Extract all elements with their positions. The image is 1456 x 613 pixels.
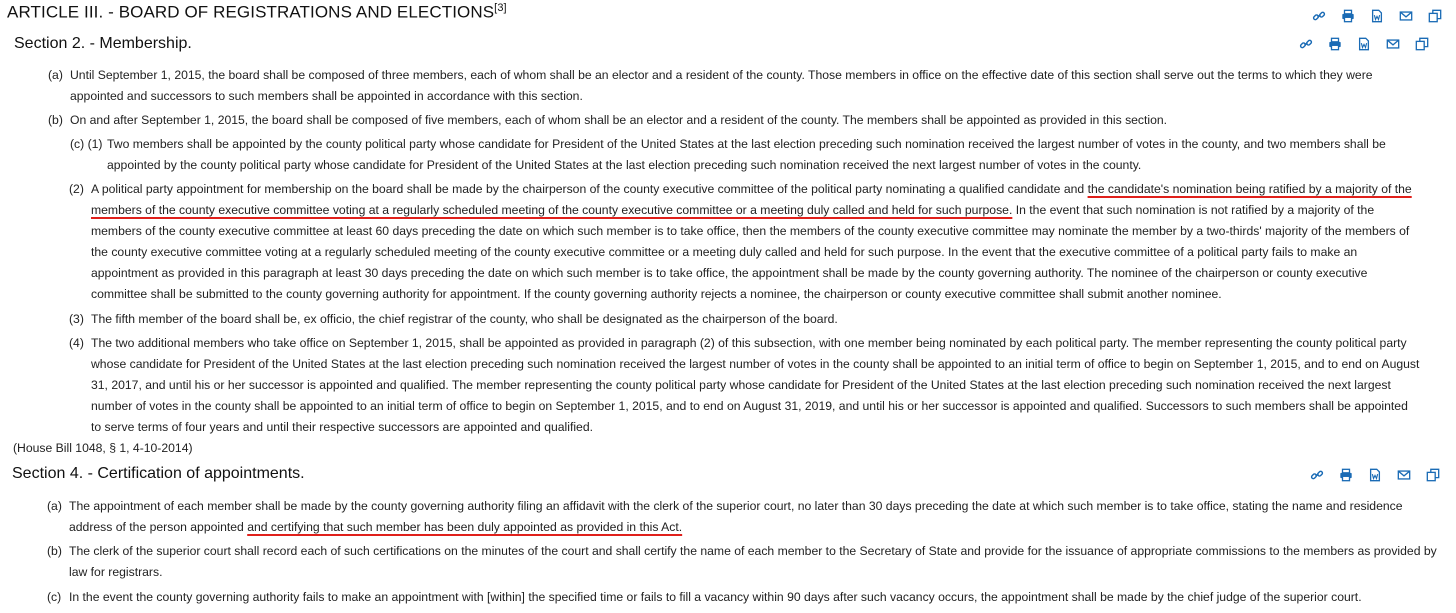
para-label: (b) <box>47 544 62 558</box>
print-icon[interactable] <box>1338 467 1353 482</box>
section-4-para-b <box>47 541 1441 583</box>
word-doc-icon[interactable] <box>1356 36 1371 51</box>
section-2-history-note: (House Bill 1048, § 1, 4-10-2014) <box>13 441 193 455</box>
para-text <box>91 179 1421 305</box>
para-label: (c) <box>47 590 62 604</box>
section-2-para-c4 <box>69 333 1421 438</box>
article-title <box>7 2 507 23</box>
footnote-link[interactable]: [3] <box>494 2 507 14</box>
section-2-toolbar <box>1298 36 1429 51</box>
link-icon[interactable] <box>1298 36 1313 51</box>
print-icon[interactable] <box>1327 36 1342 51</box>
para-text: The clerk of the superior court shall record each of such certifications on the minutes of the court and shall certify the name of each member to the Secretary of State and provide for the issuance of appropriate commissions to the members as provided by law for registrars. <box>69 544 1437 579</box>
para-text: Two members shall be appointed by the county political party whose candidate for President of the United States at the last election preceding such nomination received the largest number of votes in the county, and two members shall be appointed by the county political party whose candidate for President of the United States at the last election preceding such nomination received the next largest number of votes in the county. <box>107 137 1386 172</box>
section-2-para-c3 <box>69 309 1421 330</box>
section-4-para-a <box>47 496 1441 538</box>
para-label: (3) <box>69 312 84 326</box>
word-doc-icon[interactable] <box>1367 467 1382 482</box>
section-4-title: Section 4. - Certification of appointments. <box>12 465 305 482</box>
para-text-underlined: and certifying that such member has been duly appointed as provided in this Act. <box>247 520 683 534</box>
para-text-underlined: the candidate's nomination being ratified by a majority of the members of the county executive committee voting at a regularly scheduled meeting of the county executive committee or a meeting duly called and held for such purpose. <box>91 182 1412 217</box>
para-label: (b) <box>48 113 63 127</box>
link-icon[interactable] <box>1309 467 1324 482</box>
email-icon[interactable] <box>1385 36 1400 51</box>
article-toolbar <box>1311 8 1442 23</box>
para-text-plain: In the event that such nomination is not ratified by a majority of the members of the county executive committee at least 60 days preceding the date on which such member is to take office, then the members of the county executive committee may nominate the member by a two-thirds' majority of the members of the county executive committee voting at a regularly scheduled meeting of the county executive committee or a meeting duly called and held for such purpose. In the event that the executive committee of a political party fails to make an appointment as provided in this paragraph at least 30 days preceding the date on which such member is to take office, the appointment shall be made by the county governing authority. The nominee of the chairperson or county executive committee shall be submitted to the county governing authority for appointment. If the county governing authority rejects a nominee, the chairperson or county executive committee shall submit another nominee. <box>91 203 1410 301</box>
section-4-para-c <box>47 587 1441 608</box>
copy-icon[interactable] <box>1425 467 1440 482</box>
para-label: (a) <box>47 499 62 513</box>
para-text: Until September 1, 2015, the board shall be composed of three members, each of whom shall be an elector and a resident of the county. Those members in office on the effective date of this section shall serve out the terms to which they were appointed and successors to such members shall be appointed in accordance with this section. <box>70 68 1373 103</box>
article-title-text: ARTICLE III. - BOARD OF REGISTRATIONS AND ELECTIONS <box>7 2 495 22</box>
para-label: (c) (1) <box>70 137 103 151</box>
section-2-title: Section 2. - Membership. <box>14 35 192 52</box>
para-text: The two additional members who take office on September 1, 2015, shall be appointed as provided in paragraph (2) of this subsection, with one member being nominated by each political party. The member representing the county political party whose candidate for President of the United States at the last election preceding such nomination received the largest number of votes in the county shall be appointed to an initial term of office to begin on September 1, 2015, and to end on August 31, 2017, and until his or her successor is appointed and qualified. The member representing the county political party whose candidate for President of the United States at the last election preceding such nomination received the next largest number of votes in the county shall be appointed to an initial term of office to begin on September 1, 2015, and to end on August 31, 2019, and until his or her successor is appointed and qualified. Successors to such members shall be appointed to serve terms of four years and until their respective successors are appointed and qualified. <box>91 336 1420 434</box>
para-text <box>69 496 1441 538</box>
para-text-plain: The appointment of each member shall be made by the county governing authority filing an affidavit with the clerk of the superior court, no later than 30 days preceding the date at which such member is to take office, stating the name and residence address of the person appointed <box>69 499 1403 534</box>
para-text: In the event the county governing authority fails to make an appointment with [within] the specified time or fails to fill a vacancy within 90 days after such vacancy occurs, the appointment shall be made by the chief judge of the superior court. <box>69 590 1362 604</box>
section-2-para-a <box>48 65 1415 107</box>
section-4-toolbar <box>1309 467 1440 482</box>
para-text: The fifth member of the board shall be, ex officio, the chief registrar of the county, who shall be designated as the chairperson of the board. <box>91 312 838 326</box>
section-2-para-c1 <box>70 134 1397 176</box>
section-2-para-b <box>48 110 1415 131</box>
para-label: (4) <box>69 336 84 350</box>
para-text: On and after September 1, 2015, the board shall be composed of five members, each of whom shall be an elector and a resident of the county. The members shall be appointed as provided in this section. <box>70 113 1168 127</box>
copy-icon[interactable] <box>1427 8 1442 23</box>
email-icon[interactable] <box>1396 467 1411 482</box>
section-2-para-c2 <box>69 179 1421 305</box>
para-label: (2) <box>69 182 84 196</box>
para-text-plain: A political party appointment for membership on the board shall be made by the chairperson of the county executive committee of the political party nominating a qualified candidate and <box>91 182 1088 196</box>
copy-icon[interactable] <box>1414 36 1429 51</box>
email-icon[interactable] <box>1398 8 1413 23</box>
word-doc-icon[interactable] <box>1369 8 1384 23</box>
para-label: (a) <box>48 68 63 82</box>
print-icon[interactable] <box>1340 8 1355 23</box>
link-icon[interactable] <box>1311 8 1326 23</box>
